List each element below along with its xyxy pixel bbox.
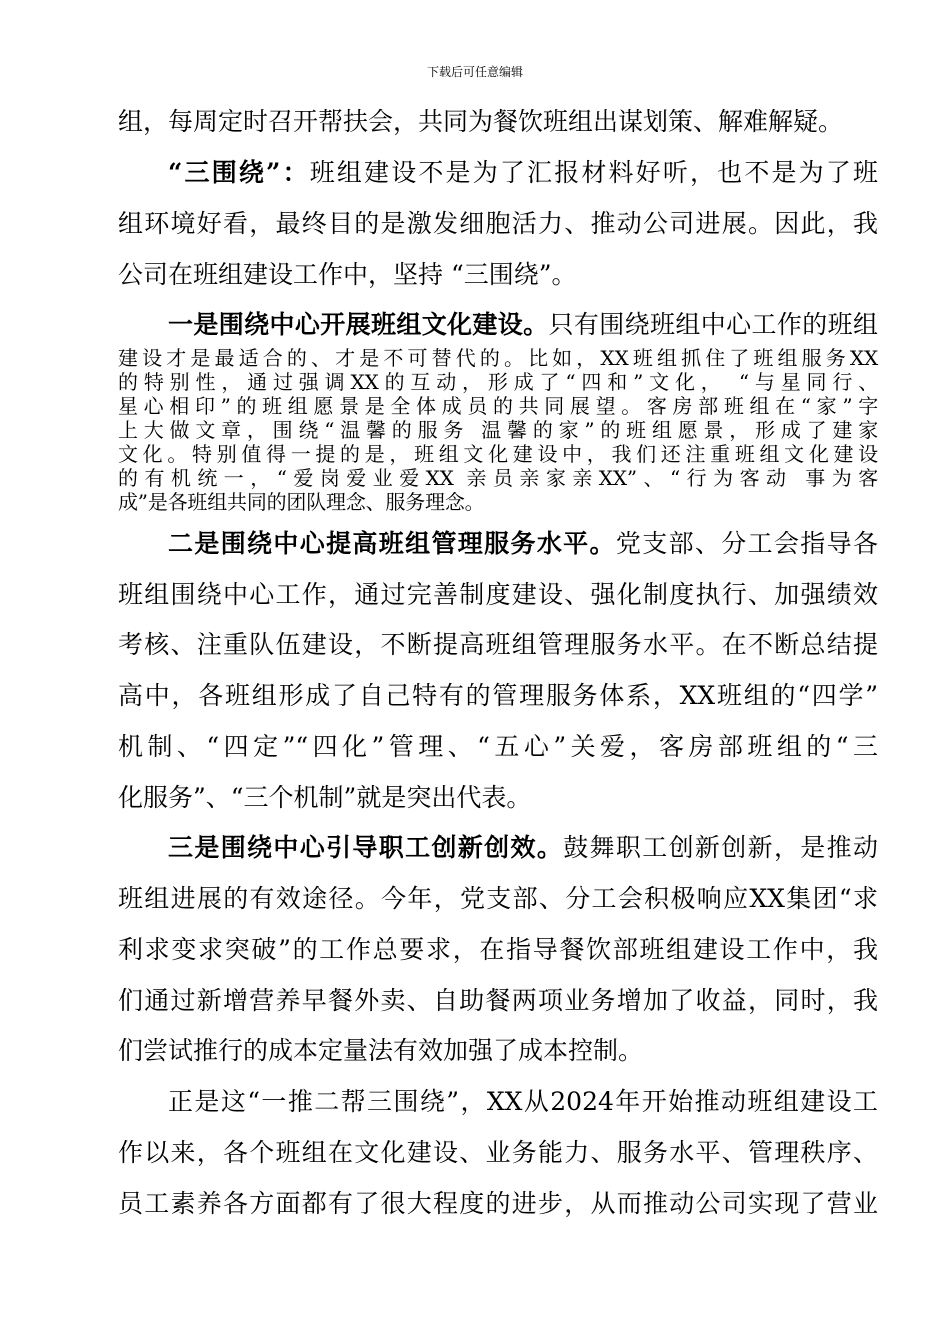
paragraph-line: 化服务”、“三个机制”就是突出代表。 — [118, 783, 532, 812]
paragraph-line: 利求变求突破”的工作总要求，在指导餐饮部班组建设工作中，我 — [118, 935, 878, 964]
paragraph-line: “三围绕”：班组建设不是为了汇报材料好听，也不是为了班 — [168, 158, 878, 187]
paragraph-line: 班组进展的有效途径。今年，党支部、分工会积极响应XX集团“求 — [118, 884, 878, 913]
section-heading-line: 二是围绕中心提高班组管理服务水平。党支部、分工会指导各 — [168, 529, 878, 558]
paragraph-line: 们通过新增营养早餐外卖、自助餐两项业务增加了收益，同时，我 — [118, 986, 878, 1015]
paragraph-line: 正是这“一推二帮三围绕”，XX从2024年开始推动班组建设工 — [168, 1087, 878, 1116]
paragraph-line: 作以来，各个班组在文化建设、业务能力、服务水平、管理秩序、 — [118, 1138, 878, 1167]
paragraph-line: 组，每周定时召开帮扶会，共同为餐饮班组出谋划策、解难解疑。 — [118, 107, 844, 136]
paragraph-line: 的有机统一，“爱岗爱业爱XX 亲员亲家亲XX”、“行为客动 事为客 — [118, 466, 878, 490]
paragraph-line: 文化。特别值得一提的是，班组文化建设中，我们还注重班组文化建设 — [118, 442, 878, 466]
paragraph-line: 建设才是最适合的、才是不可替代的。比如，XX班组抓住了班组服务XX — [118, 346, 878, 370]
paragraph-line: 班组围绕中心工作，通过完善制度建设、强化制度执行、加强绩效 — [118, 580, 878, 609]
paragraph-line: 公司在班组建设工作中，坚持 “三围绕”。 — [118, 260, 577, 289]
section-heading-line: 一是围绕中心开展班组文化建设。只有围绕班组中心工作的班组 — [168, 310, 878, 339]
paragraph-line: 高中，各班组形成了自己特有的管理服务体系，XX班组的“四学” — [118, 681, 878, 710]
paragraph-line: 员工素养各方面都有了很大程度的进步，从而推动公司实现了营业 — [118, 1189, 878, 1218]
paragraph-line: 的特别性，通过强调XX的互动，形成了“四和”文化， “与星同行、 — [118, 370, 878, 394]
paragraph-line: 星心相印”的班组愿景是全体成员的共同展望。客房部班组在“家”字 — [118, 394, 878, 418]
paragraph-line: 们尝试推行的成本定量法有效加强了成本控制。 — [118, 1036, 644, 1065]
page-header-note: 下载后可任意编辑 — [426, 65, 523, 79]
paragraph-line: 成”是各班组共同的团队理念、服务理念。 — [118, 490, 485, 514]
paragraph-line: 机制、“四定”“四化”管理、“五心”关爱，客房部班组的“三 — [118, 732, 878, 761]
section-heading-line: 三是围绕中心引导职工创新创效。鼓舞职工创新创新，是推动 — [168, 833, 878, 862]
paragraph-line: 考核、注重队伍建设，不断提高班组管理服务水平。在不断总结提 — [118, 630, 878, 659]
paragraph-line: 组环境好看，最终目的是激发细胞活力、推动公司进展。因此，我 — [118, 209, 878, 238]
paragraph-line: 上大做文章，围绕“温馨的服务 温馨的家”的班组愿景，形成了建家 — [118, 418, 878, 442]
